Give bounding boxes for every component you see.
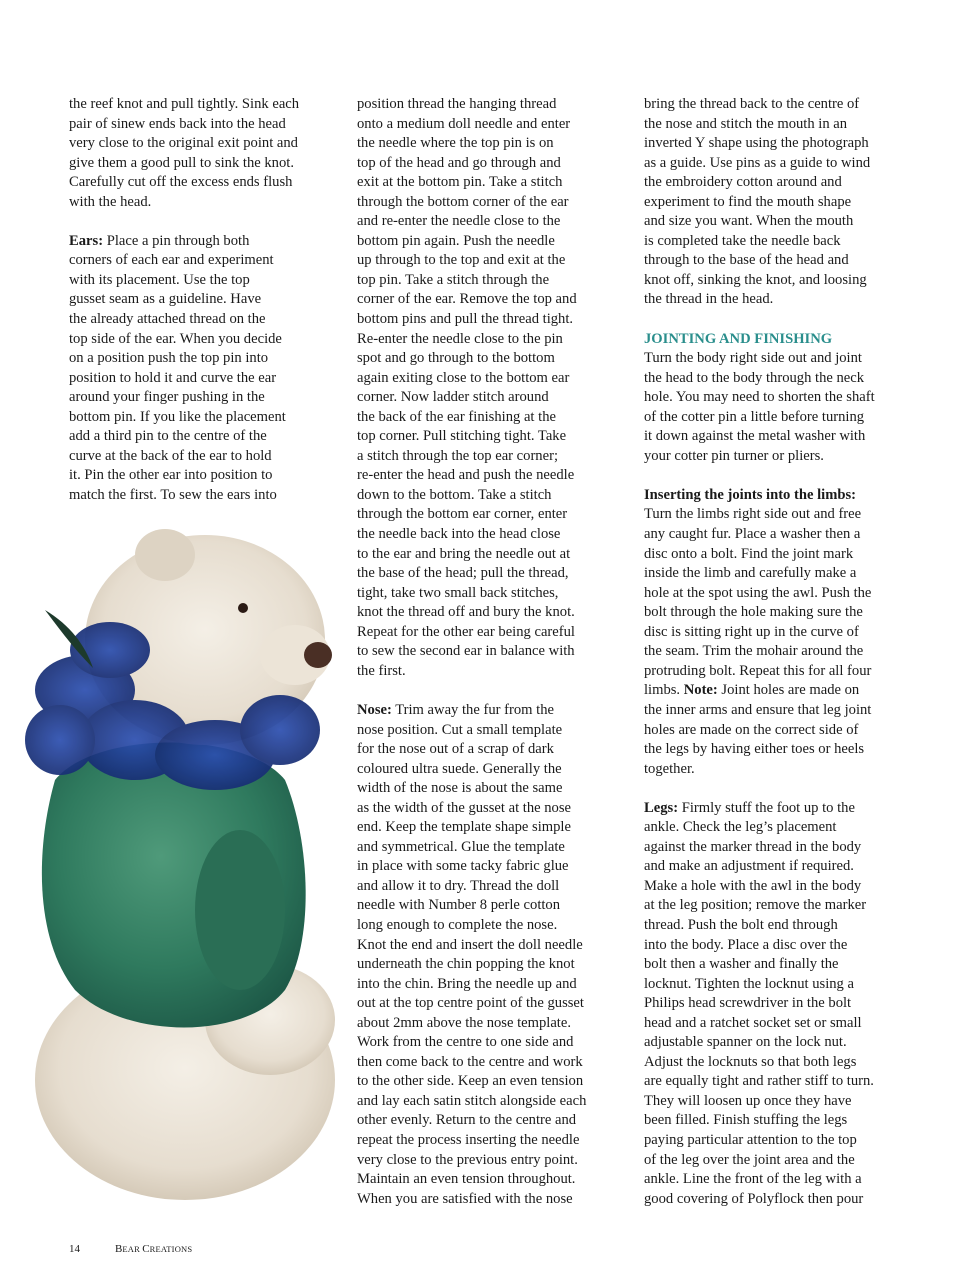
text-column-3 xyxy=(644,95,912,1229)
text-line: the base of the head; pull the thread, xyxy=(357,565,569,582)
teddy-bear-photo xyxy=(15,520,345,1220)
text-line: and allow it to dry. Thread the doll xyxy=(357,877,560,894)
text-line: against the marker thread in the body xyxy=(644,838,862,855)
text-line: spot and go through to the bottom xyxy=(357,350,555,367)
bear-arm xyxy=(195,830,285,990)
text-line: the legs by having either toes or heels xyxy=(644,741,865,758)
text-line: Philips head screwdriver in the bolt xyxy=(644,995,852,1012)
text-line: with its placement. Use the top xyxy=(69,271,250,288)
text-line: and re-enter the needle close to the xyxy=(357,213,561,230)
text-line: any caught fur. Place a washer then a xyxy=(644,526,861,543)
text-line: the head to the body through the neck xyxy=(644,369,865,386)
text-line: for the nose out of a scrap of dark xyxy=(357,741,554,758)
text-line: repeat the process inserting the needle xyxy=(357,1131,580,1148)
text-line: good covering of Polyflock then pour xyxy=(644,1190,864,1207)
text-line: hole. You may need to shorten the shaft xyxy=(644,389,875,406)
legs-label: Legs: xyxy=(644,799,679,816)
text-run: REATIONS xyxy=(149,1244,193,1254)
text-line: Work from the centre to one side and xyxy=(357,1034,574,1051)
text-line: hole at the spot using the awl. Push the xyxy=(644,584,872,601)
text-line: into the chin. Bring the needle up and xyxy=(357,975,577,992)
text-line: into the body. Place a disc over the xyxy=(644,936,848,953)
text-line: are equally tight and rather stiff to turn. xyxy=(644,1073,874,1090)
text-line: around your finger pushing in the xyxy=(69,389,265,406)
text-lines xyxy=(644,701,912,779)
text-line: top of the head and go through and xyxy=(357,154,561,171)
text-run: Joint holes are made on xyxy=(717,682,860,699)
text-line: width of the nose is about the same xyxy=(357,780,563,797)
note-label: Note: xyxy=(683,682,718,699)
text-line: bolt through the hole making sure the xyxy=(644,604,863,621)
text-line: disc is sitting right up in the curve of xyxy=(644,623,859,640)
text-line: bring the thread back to the centre of xyxy=(644,96,860,112)
text-line: holes are made on the correct side of xyxy=(644,721,859,738)
text-line: on a position push the top pin into xyxy=(69,350,269,367)
text-line xyxy=(69,232,331,252)
nose-label: Nose: xyxy=(357,701,392,718)
text-run: Firmly stuff the foot up to the xyxy=(678,799,855,816)
text-line: underneath the chin popping the knot xyxy=(357,956,575,973)
text-line: very close to the original exit point and xyxy=(69,135,298,152)
text-lines xyxy=(644,349,912,466)
joints-label: Inserting the joints into the limbs: xyxy=(644,486,857,503)
text-line: Turn the limbs right side out and free xyxy=(644,506,862,523)
text-line: When you are satisfied with the nose xyxy=(357,1190,573,1207)
ears-label: Ears: xyxy=(69,232,104,249)
text-line: position thread the hanging thread xyxy=(357,96,557,112)
text-line: ankle. Check the leg’s placement xyxy=(644,819,837,836)
text-line: as a guide. Use pins as a guide to wind xyxy=(644,154,871,171)
bear-nose xyxy=(304,642,332,668)
text-line: head and a ratchet socket set or small xyxy=(644,1014,862,1031)
paragraph-ears xyxy=(69,232,331,506)
text-line: match the first. To sew the ears into xyxy=(69,486,277,503)
text-line: out at the top centre point of the gusset xyxy=(357,995,584,1012)
text-run: Trim away the fur from the xyxy=(391,701,554,718)
text-line: and size you want. When the mouth xyxy=(644,213,854,230)
text-run: B xyxy=(115,1243,123,1255)
text-run: Place a pin through both xyxy=(103,232,250,249)
text-line: the needle where the top pin is on xyxy=(357,135,554,152)
text-line: in place with some tacky fabric glue xyxy=(357,858,569,875)
text-line: inside the limb and carefully make a xyxy=(644,565,857,582)
text-line: then come back to the centre and work xyxy=(357,1053,583,1070)
text-line: inverted Y shape using the photograph xyxy=(644,135,869,152)
text-line: and lay each satin stitch alongside each xyxy=(357,1092,587,1109)
text-line: the needle back into the head close xyxy=(357,526,561,543)
text-line: other evenly. Return to the centre and xyxy=(357,1112,577,1129)
text-line xyxy=(357,701,619,721)
section-heading: JOINTING AND FINISHING xyxy=(644,330,833,347)
text-line: gusset seam as a guideline. Have xyxy=(69,291,262,308)
bear-eye xyxy=(238,603,248,613)
paragraph xyxy=(357,95,619,681)
text-line: at the leg position; remove the marker xyxy=(644,897,867,914)
text-line: the reef knot and pull tightly. Sink each xyxy=(69,96,300,112)
paragraph-joints xyxy=(644,486,912,779)
text-line: and make an adjustment if required. xyxy=(644,858,854,875)
text-line: Adjust the locknuts so that both legs xyxy=(644,1053,857,1070)
text-line: up through to the top and exit at the xyxy=(357,252,566,269)
text-line: through to the base of the head and xyxy=(644,252,849,269)
text-line: through the bottom ear corner, enter xyxy=(357,506,568,523)
text-run: EAR xyxy=(122,1244,143,1254)
text-line: the nose and stitch the mouth in an xyxy=(644,115,848,132)
text-line: long enough to complete the nose. xyxy=(357,916,558,933)
text-line: nose position. Cut a small template xyxy=(357,721,563,738)
text-line: end. Keep the template shape simple xyxy=(357,819,571,836)
text-line: knot the thread off and bury the knot. xyxy=(357,604,575,621)
text-line xyxy=(644,681,912,701)
paragraph xyxy=(69,95,331,212)
text-line: it down against the metal washer with xyxy=(644,428,866,445)
text-line: very close to the previous entry point. xyxy=(357,1151,578,1168)
text-line: through the bottom corner of the ear xyxy=(357,193,569,210)
page-footer xyxy=(69,1243,192,1255)
paragraph xyxy=(644,95,912,310)
text-lines xyxy=(69,251,331,505)
paragraph-legs xyxy=(644,799,912,1209)
text-line: Carefully cut off the excess ends flush xyxy=(69,174,293,191)
text-line: Turn the body right side out and joint xyxy=(644,350,862,367)
text-line: with the head. xyxy=(69,193,152,210)
text-line: of the leg over the joint area and the xyxy=(644,1151,855,1168)
text-line: thread. Push the bolt end through xyxy=(644,916,838,933)
text-line: together. xyxy=(644,760,695,777)
text-line: as the width of the gusset at the nose xyxy=(357,799,571,816)
text-line: protruding bolt. Repeat this for all four xyxy=(644,662,872,679)
text-line: onto a medium doll needle and enter xyxy=(357,115,571,132)
text-line: bottom pin again. Push the needle xyxy=(357,232,555,249)
text-line: again exiting close to the bottom ear xyxy=(357,369,570,386)
text-line: the already attached thread on the xyxy=(69,311,266,328)
text-line: add a third pin to the centre of the xyxy=(69,428,267,445)
text-line: the back of the ear finishing at the xyxy=(357,408,556,425)
text-lines xyxy=(357,721,619,1210)
magazine-name xyxy=(115,1243,192,1255)
text-line: corners of each ear and experiment xyxy=(69,252,274,269)
text-line: to the ear and bring the needle out at xyxy=(357,545,571,562)
text-line: Make a hole with the awl in the body xyxy=(644,877,862,894)
text-line: corner of the ear. Remove the top and xyxy=(357,291,577,308)
text-line: Maintain an even tension throughout. xyxy=(357,1171,576,1188)
text-line: down to the bottom. Take a stitch xyxy=(357,486,552,503)
text-line: and symmetrical. Glue the template xyxy=(357,838,565,855)
text-column-2 xyxy=(357,95,619,1229)
text-line: Re-enter the needle close to the pin xyxy=(357,330,563,347)
text-line: ankle. Line the front of the leg with a xyxy=(644,1171,862,1188)
text-line: experiment to find the mouth shape xyxy=(644,193,852,210)
text-line: to the other side. Keep an even tension xyxy=(357,1073,584,1090)
text-line: position to hold it and curve the ear xyxy=(69,369,277,386)
paragraph-jointing xyxy=(644,330,912,467)
text-line: of the cotter pin a little before turning xyxy=(644,408,865,425)
text-lines xyxy=(644,505,912,681)
text-line: to sew the second ear in balance with xyxy=(357,643,575,660)
text-line: it. Pin the other ear into position to xyxy=(69,467,273,484)
text-line: top pin. Take a stitch through the xyxy=(357,271,550,288)
text-line: Repeat for the other ear being careful xyxy=(357,623,575,640)
text-line: tight, take two small back stitches, xyxy=(357,584,559,601)
text-lines xyxy=(644,818,912,1209)
text-line: the embroidery cotton around and xyxy=(644,174,842,191)
text-line: give them a good pull to sink the knot. xyxy=(69,154,294,171)
text-line: bottom pins and pull the thread tight. xyxy=(357,311,574,328)
text-line: the inner arms and ensure that leg joint xyxy=(644,701,872,718)
text-line: adjustable spanner on the lock nut. xyxy=(644,1034,847,1051)
text-line: a stitch through the top ear corner; xyxy=(357,447,558,464)
text-line: bolt then a washer and finally the xyxy=(644,956,839,973)
text-line: re-enter the head and push the needle xyxy=(357,467,575,484)
text-line: about 2mm above the nose template. xyxy=(357,1014,571,1031)
text-line: locknut. Tighten the locknut using a xyxy=(644,975,854,992)
text-line: coloured ultra suede. Generally the xyxy=(357,760,562,777)
text-line: the first. xyxy=(357,662,406,679)
text-line: your cotter pin turner or pliers. xyxy=(644,447,824,464)
text-line: the seam. Trim the mohair around the xyxy=(644,643,864,660)
text-run: C xyxy=(142,1243,150,1255)
text-line: bottom pin. If you like the placement xyxy=(69,408,286,425)
text-line: been filled. Finish stuffing the legs xyxy=(644,1112,848,1129)
text-line: curve at the back of the ear to hold xyxy=(69,447,272,464)
text-line: pair of sinew ends back into the head xyxy=(69,115,286,132)
page-number: 14 xyxy=(69,1243,80,1255)
text-line xyxy=(644,799,912,819)
text-line: exit at the bottom pin. Take a stitch xyxy=(357,174,563,191)
text-line: top side of the ear. When you decide xyxy=(69,330,282,347)
text-line: top corner. Pull stitching tight. Take xyxy=(357,428,567,445)
text-line: is completed take the needle back xyxy=(644,232,841,249)
text-run: limbs. xyxy=(644,682,684,699)
text-line: needle with Number 8 perle cotton xyxy=(357,897,561,914)
paragraph-nose xyxy=(357,701,619,1209)
text-line: Knot the end and insert the doll needle xyxy=(357,936,583,953)
text-column-1 xyxy=(69,95,331,525)
bear-ear xyxy=(135,529,195,581)
text-line: They will loosen up once they have xyxy=(644,1092,852,1109)
text-line: knot off, sinking the knot, and loosing xyxy=(644,271,867,288)
text-line: paying particular attention to the top xyxy=(644,1131,857,1148)
text-line: corner. Now ladder stitch around xyxy=(357,389,549,406)
text-line: the thread in the head. xyxy=(644,291,774,308)
text-line: disc onto a bolt. Find the joint mark xyxy=(644,545,854,562)
